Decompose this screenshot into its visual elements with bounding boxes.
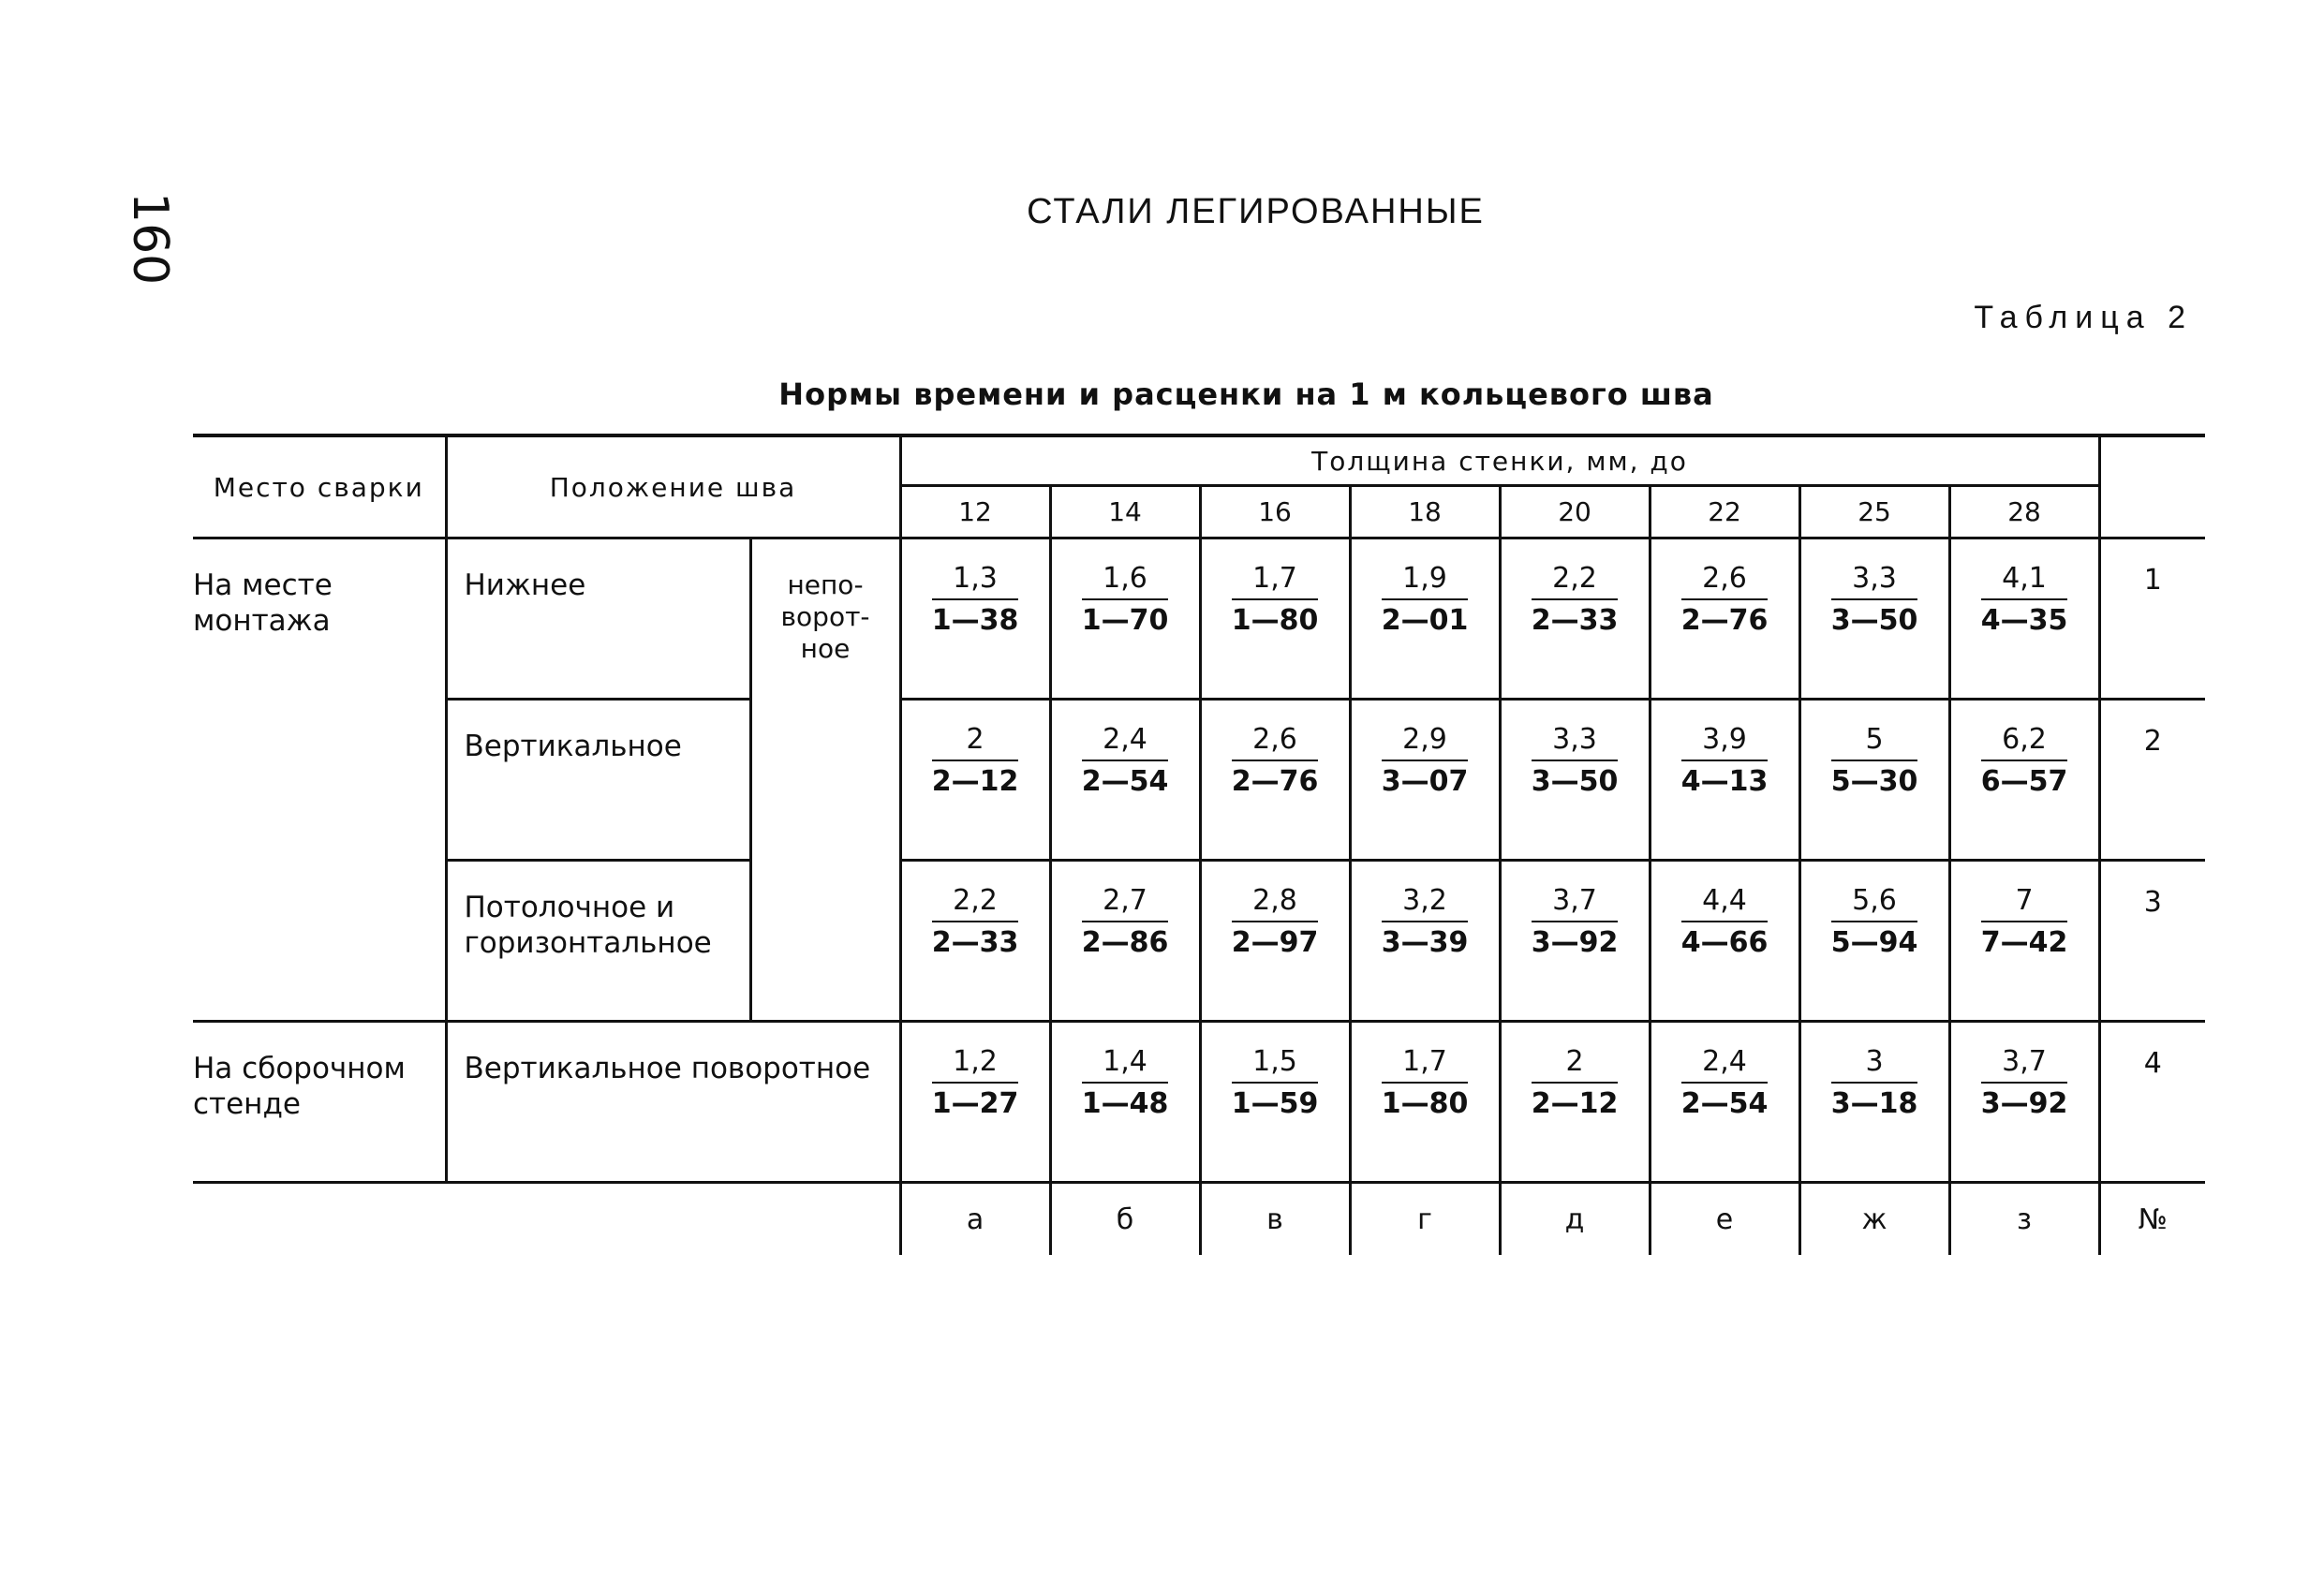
row-number: 2 xyxy=(2099,700,2205,861)
table-row xyxy=(193,1022,2205,1183)
row-number: 4 xyxy=(2099,1022,2205,1183)
norm-value: $\frac{3,7}{3—92}$ xyxy=(1980,1045,2068,1120)
norm-value: $\frac{2}{2—12}$ xyxy=(1531,1045,1619,1120)
norm-value: $\frac{1,2}{1—27}$ xyxy=(931,1045,1019,1120)
norm-value: $\frac{2,4}{2—54}$ xyxy=(1081,723,1169,798)
position-label: Вертикальное xyxy=(446,700,750,861)
norm-value: $\frac{1,6}{1—70}$ xyxy=(1081,562,1169,637)
thickness-12: 12 xyxy=(900,486,1050,538)
page-number: 160 xyxy=(122,192,178,286)
position-label: Потолочное и горизонтальное xyxy=(446,861,750,1022)
header-number-column xyxy=(2099,435,2205,538)
header-thickness: Толщина стенки, мм, до xyxy=(900,435,2099,486)
running-head: СТАЛИ ЛЕГИРОВАННЫЕ xyxy=(1027,192,1485,231)
norm-value: $\frac{2,4}{2—54}$ xyxy=(1680,1045,1769,1120)
norm-value: $\frac{3,2}{3—39}$ xyxy=(1381,884,1469,959)
table-row xyxy=(193,538,2205,700)
norm-value: $\frac{5,6}{5—94}$ xyxy=(1830,884,1918,959)
column-letter: д xyxy=(1500,1183,1650,1256)
thickness-20: 20 xyxy=(1500,486,1650,538)
norm-value: $\frac{7}{7—42}$ xyxy=(1980,884,2068,959)
norm-value: $\frac{1,9}{2—01}$ xyxy=(1381,562,1469,637)
thickness-14: 14 xyxy=(1050,486,1200,538)
norm-value: $\frac{2,6}{2—76}$ xyxy=(1231,723,1319,798)
norm-value: $\frac{1,3}{1—38}$ xyxy=(931,562,1019,637)
norm-value: $\frac{4,1}{4—35}$ xyxy=(1980,562,2068,637)
norms-table xyxy=(193,434,2205,1255)
table-row xyxy=(193,861,2205,1022)
table-caption: Нормы времени и расценки на 1 м кольцевого шва xyxy=(778,376,1714,412)
thickness-22: 22 xyxy=(1650,486,1799,538)
header-position: Положение шва xyxy=(446,435,900,538)
position-label: Вертикальное поворотное xyxy=(446,1022,900,1183)
norm-value: $\frac{2}{2—12}$ xyxy=(931,723,1019,798)
norm-value: $\frac{2,2}{2—33}$ xyxy=(931,884,1019,959)
norm-value: $\frac{1,4}{1—48}$ xyxy=(1081,1045,1169,1120)
column-letter: г xyxy=(1350,1183,1500,1256)
column-letters-row xyxy=(193,1183,2205,1256)
norm-value: $\frac{3,7}{3—92}$ xyxy=(1531,884,1619,959)
norm-value: $\frac{2,2}{2—33}$ xyxy=(1531,562,1619,637)
norm-value: $\frac{4,4}{4—66}$ xyxy=(1680,884,1769,959)
thickness-16: 16 xyxy=(1200,486,1350,538)
row-number: 3 xyxy=(2099,861,2205,1022)
column-letter: е xyxy=(1650,1183,1799,1256)
column-letter: в xyxy=(1200,1183,1350,1256)
column-letter: б xyxy=(1050,1183,1200,1256)
norm-value: $\frac{2,8}{2—97}$ xyxy=(1231,884,1319,959)
norm-value: $\frac{5}{5—30}$ xyxy=(1830,723,1918,798)
thickness-28: 28 xyxy=(1949,486,2099,538)
norm-value: $\frac{3}{3—18}$ xyxy=(1830,1045,1918,1120)
column-letter: з xyxy=(1949,1183,2099,1256)
column-letter: а xyxy=(900,1183,1050,1256)
norm-value: $\frac{1,5}{1—59}$ xyxy=(1231,1045,1319,1120)
norm-value: $\frac{1,7}{1—80}$ xyxy=(1381,1045,1469,1120)
thickness-25: 25 xyxy=(1799,486,1949,538)
norm-value: $\frac{1,7}{1—80}$ xyxy=(1231,562,1319,637)
place-assembly-stand: На сборочном стенде xyxy=(193,1022,446,1183)
norm-value: $\frac{2,7}{2—86}$ xyxy=(1081,884,1169,959)
norm-value: $\frac{6,2}{6—57}$ xyxy=(1980,723,2068,798)
norm-value: $\frac{2,9}{3—07}$ xyxy=(1381,723,1469,798)
column-letter: ж xyxy=(1799,1183,1949,1256)
norm-value: $\frac{3,3}{3—50}$ xyxy=(1830,562,1918,637)
norm-value: $\frac{2,6}{2—76}$ xyxy=(1680,562,1769,637)
norm-value: $\frac{3,3}{3—50}$ xyxy=(1531,723,1619,798)
table-label: Таблица 2 xyxy=(1974,300,2193,335)
number-sign: № xyxy=(2138,1202,2168,1236)
rotation-label: непо- ворот- ное xyxy=(750,538,900,1022)
header-place: Место сварки xyxy=(193,435,446,538)
position-label: Нижнее xyxy=(446,538,750,700)
thickness-18: 18 xyxy=(1350,486,1500,538)
row-number: 1 xyxy=(2099,538,2205,700)
table-row xyxy=(193,700,2205,861)
norm-value: $\frac{3,9}{4—13}$ xyxy=(1680,723,1769,798)
place-on-site: На месте монтажа xyxy=(193,538,446,1022)
